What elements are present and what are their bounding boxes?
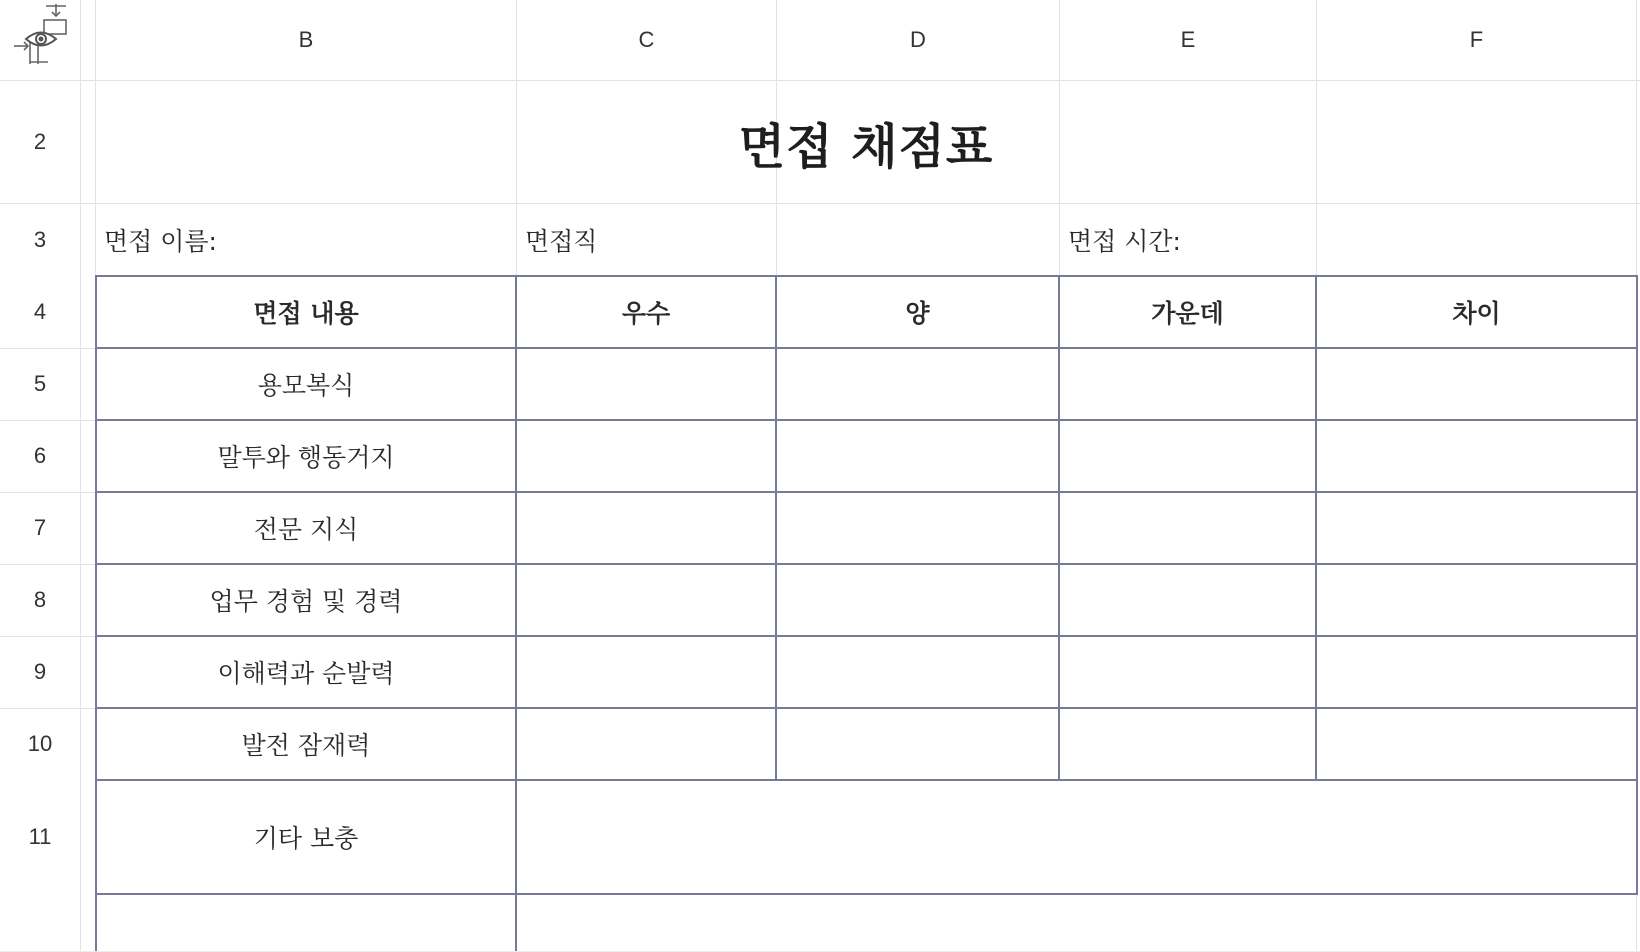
score-cell[interactable] [517,349,775,419]
header-excellent[interactable]: 우수 [621,299,671,328]
row-header-3[interactable]: 3 [33,227,47,252]
column-header-e[interactable]: E [1180,27,1196,52]
row-header-9[interactable]: 9 [33,659,47,684]
item-appearance[interactable]: 용모복식 [257,371,355,400]
row-header-7[interactable]: 7 [33,515,47,540]
interview-time-label[interactable]: 면접 시간: [1068,227,1181,256]
row-header-4[interactable]: 4 [33,299,47,324]
score-cell[interactable] [777,349,1058,419]
header-poor[interactable]: 차이 [1452,299,1501,328]
eye-icon[interactable] [24,26,58,52]
column-header-c[interactable]: C [638,27,655,52]
column-header-f[interactable]: F [1469,27,1484,52]
score-cell[interactable] [1317,349,1636,419]
remarks-input-cell[interactable] [517,781,1636,893]
column-header-d[interactable]: D [910,27,926,52]
row-header-11[interactable]: 11 [28,824,52,849]
row-header-6[interactable]: 6 [33,443,47,468]
interviewee-name-label[interactable]: 면접 이름: [104,227,217,256]
item-manner[interactable]: 말투와 행동거지 [217,443,395,472]
header-interview-content[interactable]: 면접 내용 [253,299,359,328]
item-comprehension[interactable]: 이해력과 순발력 [217,659,395,688]
item-expertise[interactable]: 전문 지식 [253,515,359,544]
row-header-5[interactable]: 5 [33,371,47,396]
item-remarks[interactable]: 기타 보충 [253,824,359,853]
header-good[interactable]: 양 [905,299,930,328]
position-label[interactable]: 면접직 [525,227,598,256]
item-potential[interactable]: 발전 잠재력 [241,731,371,760]
row-header-10[interactable]: 10 [27,731,53,756]
item-experience[interactable]: 업무 경험 및 경력 [209,587,403,616]
header-average[interactable]: 가운데 [1151,299,1224,328]
row-header-8[interactable]: 8 [33,587,47,612]
sheet-title[interactable]: 면접 채점표 [738,118,994,175]
row-header-2[interactable]: 2 [33,129,47,154]
column-header-b[interactable]: B [298,27,314,52]
score-cell[interactable] [1060,349,1315,419]
